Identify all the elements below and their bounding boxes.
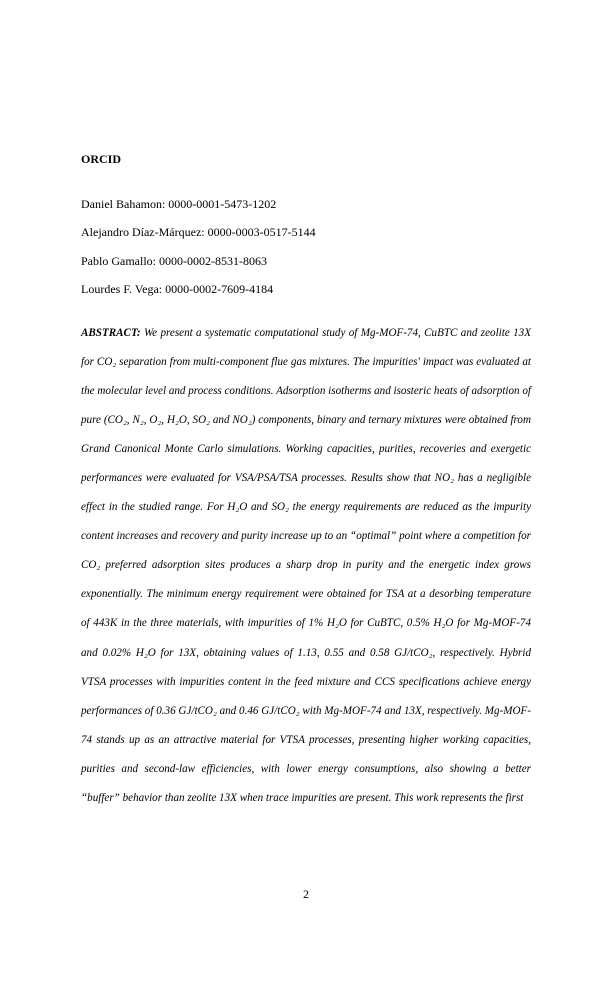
orcid-entry: Alejandro Díaz-Márquez: 0000-0003-0517-5144 [81, 225, 316, 240]
orcid-heading: ORCID [81, 152, 122, 166]
abstract-text: We present a systematic computational study of Mg-MOF-74, CuBTC and zeolite 13X for CO₂ separation from multi-component flue gas mixtures. The impurities' impact was evaluated at the molecular level and process conditions. Adsorption isotherms and isosteric heats of adsorption of pure (CO₂, N₂, O₂, H₂O, SO₂ and NO₂) components, binary and ternary mixtures were obtained from Grand Canonical Monte Carlo simulations. Working capacities, purities, recoveries and exergetic performances were evaluated for VSA/PSA/TSA processes. Results show that NO₂ has a negligible effect in the studied range. For H₂O and SO₂ the energy requirements are reduced as the impurity content increases and recovery and purity increase up to an “optimal” point where a competition for CO₂ preferred adsorption sites produces a sharp drop in purity and the energetic index grows exponentially. The minimum energy requirement were obtained for TSA at a desorbing temperature of 443K in the three materials, with impurities of 1% H₂O for CuBTC, 0.5% H₂O for Mg-MOF-74 and 0.02% H₂O for 13X, obtaining values of 1.13, 0.55 and 0.58 GJ/tCO₂, respectively. Hybrid VTSA processes with impurities content in the feed mixture and CCS specifications achieve energy performances of 0.36 GJ/tCO₂ and 0.46 GJ/tCO₂ with Mg-MOF-74 and 13X, respectively. Mg-MOF-74 stands up as an attractive material for VTSA processes, presenting higher working capacities, purities and second-law efficiencies, with lower energy consumptions, also showing a better “buffer” behavior than zeolite 13X when trace impurities are present. This work represents the first [81, 327, 531, 804]
abstract-paragraph [81, 319, 531, 813]
orcid-list [81, 190, 541, 304]
page-number: 2 [303, 887, 309, 901]
orcid-entry: Pablo Gamallo: 0000-0002-8531-8063 [81, 253, 267, 268]
abstract-label: ABSTRACT: [81, 327, 141, 339]
orcid-entry: Lourdes F. Vega: 0000-0002-7609-4184 [81, 282, 274, 297]
orcid-entry: Daniel Bahamon: 0000-0001-5473-1202 [81, 197, 277, 211]
